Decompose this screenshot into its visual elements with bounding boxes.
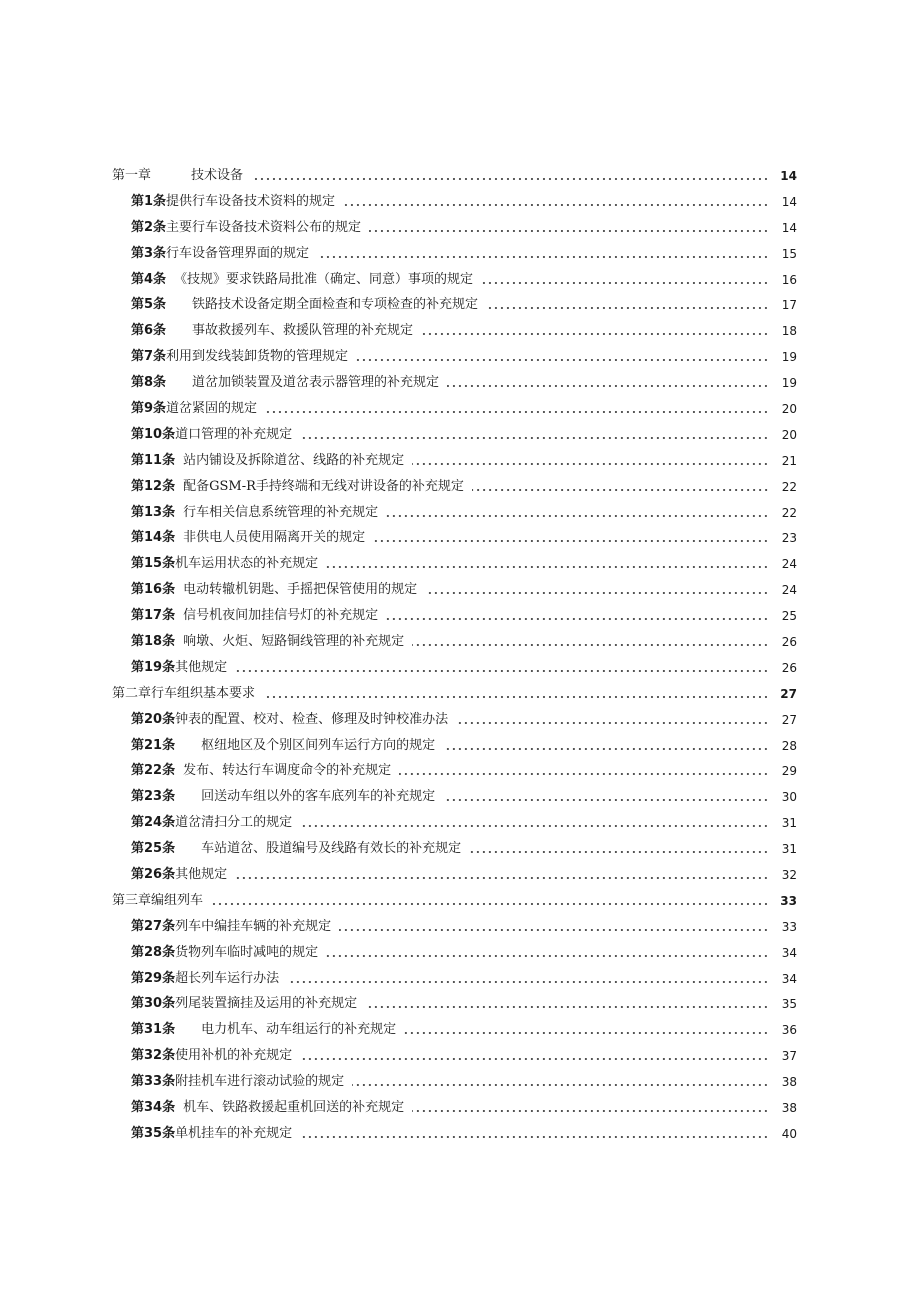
dot-leader bbox=[343, 204, 769, 206]
toc-entry-number: 第17条 bbox=[131, 608, 176, 624]
toc-entry-title bbox=[131, 349, 352, 365]
toc-page-number: 36 bbox=[781, 1023, 797, 1038]
toc-page-number: 24 bbox=[781, 583, 797, 598]
toc-entry-title bbox=[131, 582, 421, 598]
toc-entry-number: 第一章 bbox=[112, 167, 152, 183]
dot-leader bbox=[251, 178, 769, 180]
dot-leader bbox=[412, 463, 769, 465]
toc-article-entry[interactable] bbox=[0, 396, 920, 422]
toc-entry-label: 道岔清扫分工的规定 bbox=[175, 815, 293, 831]
toc-entry-title bbox=[131, 919, 335, 935]
dot-leader bbox=[472, 489, 769, 491]
toc-entry-title bbox=[131, 971, 283, 987]
dot-leader bbox=[399, 773, 769, 775]
toc-chapter-entry[interactable] bbox=[0, 681, 920, 707]
toc-page-number: 19 bbox=[781, 350, 797, 365]
dot-leader bbox=[211, 903, 769, 905]
toc-entry-number: 第14条 bbox=[131, 530, 176, 546]
toc-entry-title bbox=[112, 893, 207, 909]
dot-leader bbox=[326, 955, 769, 957]
toc-entry-title bbox=[131, 945, 322, 961]
toc-article-entry[interactable] bbox=[0, 810, 920, 836]
toc-entry-title bbox=[131, 738, 439, 754]
toc-entry-label: 行车组织基本要求 bbox=[151, 685, 256, 701]
toc-entry-title bbox=[131, 297, 482, 313]
toc-entry-number: 第4条 bbox=[131, 271, 167, 287]
toc-entry-number: 第27条 bbox=[131, 918, 176, 934]
toc-entry-title bbox=[131, 660, 231, 676]
toc-entry-title bbox=[131, 815, 296, 831]
toc-entry-number: 第8条 bbox=[131, 375, 167, 391]
toc-entry-title bbox=[131, 1074, 348, 1090]
toc-article-entry[interactable] bbox=[0, 758, 920, 784]
dot-leader bbox=[300, 1058, 769, 1060]
toc-page-number: 14 bbox=[781, 220, 797, 235]
toc-entry-number: 第2条 bbox=[131, 219, 167, 235]
toc-page-number: 38 bbox=[781, 1101, 797, 1115]
toc-entry-title bbox=[131, 712, 452, 728]
toc-entry-number: 第1条 bbox=[131, 193, 167, 209]
toc-page-number: 18 bbox=[781, 324, 797, 339]
toc-article-entry[interactable] bbox=[0, 292, 920, 318]
toc-page-number: 31 bbox=[781, 842, 797, 857]
toc-article-entry[interactable] bbox=[0, 241, 920, 267]
toc-article-entry[interactable] bbox=[0, 267, 920, 293]
toc-chapter-entry[interactable] bbox=[0, 163, 920, 189]
toc-entry-label: 《技规》要求铁路局批准（确定、同意）事项的规定 bbox=[174, 271, 474, 287]
toc-entry-label: 机车、铁路救援起重机回送的补充规定 bbox=[183, 1100, 405, 1115]
toc-article-entry[interactable] bbox=[0, 1095, 920, 1121]
dot-leader bbox=[456, 722, 769, 724]
toc-page-number: 15 bbox=[781, 246, 797, 261]
toc-entry-title bbox=[131, 479, 468, 495]
toc-entry-label: 道口管理的补充规定 bbox=[175, 426, 293, 442]
dot-leader bbox=[326, 566, 769, 568]
toc-entry-title bbox=[131, 220, 365, 236]
toc-entry-title bbox=[131, 841, 465, 857]
toc-article-entry[interactable] bbox=[0, 189, 920, 215]
toc-entry-number: 第30条 bbox=[131, 996, 176, 1012]
toc-article-entry[interactable] bbox=[0, 1017, 920, 1043]
toc-entry-title bbox=[131, 996, 361, 1012]
dot-leader bbox=[386, 618, 769, 620]
dot-leader bbox=[443, 748, 769, 750]
dot-leader bbox=[412, 1110, 769, 1112]
dot-leader bbox=[235, 877, 769, 879]
toc-entry-number: 第13条 bbox=[131, 504, 176, 520]
toc-entry-number: 第5条 bbox=[131, 297, 167, 313]
dot-leader bbox=[365, 1006, 769, 1008]
toc-entry-label: 机车运用状态的补充规定 bbox=[175, 556, 319, 572]
toc-article-entry[interactable] bbox=[0, 318, 920, 344]
toc-article-entry[interactable] bbox=[0, 862, 920, 888]
toc-article-entry[interactable] bbox=[0, 784, 920, 810]
toc-entry-number: 第6条 bbox=[131, 323, 167, 339]
toc-entry-title bbox=[131, 556, 322, 572]
toc-entry-number: 第三章 bbox=[112, 892, 152, 908]
toc-entry-label: 超长列车运行办法 bbox=[175, 970, 280, 986]
toc-entry-label: 电动转辙机钥匙、手摇把保管使用的规定 bbox=[183, 582, 418, 598]
toc-entry-number: 第28条 bbox=[131, 944, 176, 960]
toc-entry-title bbox=[131, 867, 231, 883]
toc-page-number: 22 bbox=[781, 505, 797, 520]
toc-article-entry[interactable] bbox=[0, 733, 920, 759]
toc-entry-number: 第20条 bbox=[131, 711, 176, 727]
toc-page-number: 22 bbox=[781, 479, 797, 494]
dot-leader bbox=[386, 515, 769, 517]
dot-leader bbox=[469, 851, 769, 853]
toc-entry-label: 列尾装置摘挂及运用的补充规定 bbox=[175, 996, 358, 1012]
toc-page-number: 17 bbox=[781, 298, 797, 313]
toc-entry-title bbox=[131, 608, 382, 624]
toc-page-number: 34 bbox=[781, 971, 797, 986]
toc-page-number: 27 bbox=[780, 686, 797, 701]
dot-leader bbox=[373, 540, 769, 542]
toc-entry-title bbox=[131, 1048, 296, 1064]
dot-leader bbox=[425, 592, 769, 594]
toc-page-number: 20 bbox=[781, 427, 797, 442]
toc-entry-number: 第7条 bbox=[131, 349, 167, 365]
toc-entry-title bbox=[131, 1022, 400, 1038]
dot-leader bbox=[369, 230, 769, 232]
toc-entry-label: 主要行车设备技术资料公布的规定 bbox=[166, 219, 362, 235]
toc-entry-number: 第12条 bbox=[131, 478, 176, 494]
toc-entry-title bbox=[131, 401, 261, 417]
dot-leader bbox=[421, 333, 769, 335]
toc-entry-label: 非供电人员使用隔离开关的规定 bbox=[183, 530, 366, 546]
toc-entry-label: 技术设备 bbox=[191, 167, 244, 183]
toc-entry-title bbox=[131, 530, 369, 546]
toc-article-entry[interactable] bbox=[0, 215, 920, 241]
toc-entry-label: 配备GSM-R手持终端和无线对讲设备的补充规定 bbox=[183, 478, 464, 494]
toc-entry-number: 第35条 bbox=[131, 1125, 176, 1141]
toc-entry-title bbox=[131, 427, 296, 443]
toc-entry-label: 铁路技术设备定期全面检查和专项检查的补充规定 bbox=[192, 297, 479, 313]
toc-entry-label: 电力机车、动车组运行的补充规定 bbox=[201, 1022, 397, 1038]
toc-entry-label: 列车中编挂车辆的补充规定 bbox=[175, 918, 332, 934]
toc-article-entry[interactable] bbox=[0, 1069, 920, 1095]
toc-entry-number: 第31条 bbox=[131, 1022, 176, 1038]
toc-entry-label: 事故救援列车、救援队管理的补充规定 bbox=[192, 323, 414, 339]
toc-article-entry[interactable] bbox=[0, 940, 920, 966]
toc-entry-label: 车站道岔、股道编号及线路有效长的补充规定 bbox=[201, 841, 462, 857]
toc-page-number: 25 bbox=[781, 609, 797, 624]
toc-article-entry[interactable] bbox=[0, 448, 920, 474]
toc-entry-number: 第32条 bbox=[131, 1048, 176, 1064]
toc-page-number: 14 bbox=[781, 194, 797, 209]
toc-entry-title bbox=[131, 246, 313, 262]
toc-article-entry[interactable] bbox=[0, 629, 920, 655]
toc-article-entry[interactable] bbox=[0, 474, 920, 500]
toc-page-number: 20 bbox=[781, 401, 797, 416]
toc-article-entry[interactable] bbox=[0, 836, 920, 862]
toc-page-number: 31 bbox=[781, 816, 797, 831]
toc-entry-title bbox=[131, 1126, 296, 1142]
toc-page-number: 32 bbox=[781, 867, 797, 882]
toc-entry-number: 第21条 bbox=[131, 737, 176, 753]
toc-page-number: 40 bbox=[781, 1126, 797, 1141]
toc-entry-title bbox=[131, 1100, 408, 1116]
toc-entry-title bbox=[131, 375, 443, 391]
toc-article-entry[interactable] bbox=[0, 707, 920, 733]
toc-entry-label: 站内铺设及拆除道岔、线路的补充规定 bbox=[183, 452, 405, 468]
dot-leader bbox=[404, 1032, 769, 1034]
toc-entry-label: 提供行车设备技术资料的规定 bbox=[166, 193, 336, 209]
dot-leader bbox=[486, 307, 769, 309]
dot-leader bbox=[352, 1084, 769, 1086]
toc-entry-label: 利用到发线装卸货物的管理规定 bbox=[166, 349, 349, 365]
toc-page-number: 26 bbox=[781, 660, 797, 675]
toc-entry-title bbox=[112, 168, 247, 184]
toc-page-number: 34 bbox=[781, 945, 797, 960]
toc-article-entry[interactable] bbox=[0, 1043, 920, 1069]
toc-entry-number: 第34条 bbox=[131, 1100, 176, 1115]
toc-page-number: 16 bbox=[781, 272, 797, 287]
dot-leader bbox=[481, 282, 769, 284]
toc-article-entry[interactable] bbox=[0, 370, 920, 396]
toc-entry-number: 第25条 bbox=[131, 841, 176, 857]
toc-entry-title bbox=[131, 505, 382, 521]
toc-page-number: 38 bbox=[781, 1075, 797, 1090]
dot-leader bbox=[447, 385, 769, 387]
toc-entry-title bbox=[131, 789, 439, 805]
toc-article-entry[interactable] bbox=[0, 577, 920, 603]
dot-leader bbox=[263, 696, 769, 698]
toc-entry-label: 回送动车组以外的客车底列车的补充规定 bbox=[201, 789, 436, 805]
dot-leader bbox=[339, 929, 769, 931]
toc-article-entry[interactable] bbox=[0, 525, 920, 551]
toc-article-entry[interactable] bbox=[0, 914, 920, 940]
dot-leader bbox=[443, 799, 769, 801]
toc-page-number: 24 bbox=[781, 557, 797, 572]
toc-article-entry[interactable] bbox=[0, 344, 920, 370]
toc-page-number: 30 bbox=[781, 790, 797, 805]
toc-article-entry[interactable] bbox=[0, 603, 920, 629]
toc-entry-title bbox=[131, 453, 408, 469]
toc-entry-title bbox=[131, 763, 395, 779]
toc-article-entry[interactable] bbox=[0, 500, 920, 526]
toc-entry-number: 第26条 bbox=[131, 866, 176, 882]
toc-entry-label: 附挂机车进行滚动试验的规定 bbox=[175, 1074, 345, 1090]
dot-leader bbox=[317, 256, 769, 258]
toc-entry-number: 第二章 bbox=[112, 685, 152, 701]
toc-page-number: 21 bbox=[781, 453, 797, 468]
toc-entry-title bbox=[131, 634, 408, 650]
dot-leader bbox=[235, 670, 769, 672]
toc-entry-label: 道岔紧固的规定 bbox=[166, 400, 258, 416]
toc-page-number: 35 bbox=[781, 997, 797, 1012]
toc-article-entry[interactable] bbox=[0, 655, 920, 681]
toc-article-entry[interactable] bbox=[0, 551, 920, 577]
toc-entry-label: 单机挂车的补充规定 bbox=[175, 1125, 293, 1141]
toc-entry-number: 第22条 bbox=[131, 763, 176, 779]
toc-page-number: 28 bbox=[781, 738, 797, 753]
toc-entry-number: 第16条 bbox=[131, 582, 176, 598]
toc-page-number: 29 bbox=[781, 764, 797, 779]
toc-entry-label: 道岔加锁装置及道岔表示器管理的补充规定 bbox=[192, 375, 440, 391]
toc-article-entry[interactable] bbox=[0, 966, 920, 992]
toc-entry-label: 行车设备管理界面的规定 bbox=[166, 245, 310, 261]
dot-leader bbox=[300, 437, 769, 439]
dot-leader bbox=[300, 825, 769, 827]
toc-page-number: 33 bbox=[781, 919, 797, 934]
toc-entry-label: 枢纽地区及个别区间列车运行方向的规定 bbox=[201, 737, 436, 753]
dot-leader bbox=[300, 1136, 769, 1138]
toc-entry-number: 第3条 bbox=[131, 245, 167, 261]
toc-entry-label: 编组列车 bbox=[151, 892, 204, 908]
toc-entry-label: 钟表的配置、校对、检查、修理及时钟校准办法 bbox=[175, 711, 449, 727]
toc-entry-title bbox=[131, 194, 339, 210]
toc-entry-label: 响墩、火炬、短路铜线管理的补充规定 bbox=[183, 633, 405, 649]
toc-entry-title bbox=[131, 323, 417, 339]
dot-leader bbox=[356, 359, 769, 361]
toc-page-number: 33 bbox=[780, 893, 797, 908]
toc-chapter-entry[interactable] bbox=[0, 888, 920, 914]
toc-entry-label: 使用补机的补充规定 bbox=[175, 1048, 293, 1064]
toc-page-number: 19 bbox=[781, 376, 797, 391]
toc-entry-label: 其他规定 bbox=[175, 659, 228, 675]
toc-entry-number: 第19条 bbox=[131, 659, 176, 675]
toc-entry-title bbox=[131, 272, 477, 288]
toc-entry-label: 其他规定 bbox=[175, 866, 228, 882]
toc-entry-number: 第23条 bbox=[131, 789, 176, 805]
toc-entry-number: 第29条 bbox=[131, 970, 176, 986]
toc-entry-label: 货物列车临时减吨的规定 bbox=[175, 944, 319, 960]
dot-leader bbox=[265, 411, 769, 413]
toc-article-entry[interactable] bbox=[0, 992, 920, 1018]
dot-leader bbox=[287, 981, 769, 983]
toc-page-number: 26 bbox=[781, 634, 797, 649]
toc-page-number: 27 bbox=[781, 712, 797, 727]
toc-entry-title bbox=[112, 686, 259, 702]
dot-leader bbox=[412, 644, 769, 646]
table-of-contents bbox=[0, 163, 920, 1147]
toc-entry-label: 发布、转达行车调度命令的补充规定 bbox=[183, 763, 392, 779]
toc-article-entry[interactable] bbox=[0, 1121, 920, 1147]
toc-entry-number: 第33条 bbox=[131, 1074, 176, 1090]
toc-page-number: 37 bbox=[781, 1049, 797, 1064]
toc-entry-number: 第10条 bbox=[131, 426, 176, 442]
toc-page-number: 14 bbox=[780, 168, 797, 183]
toc-entry-number: 第15条 bbox=[131, 556, 176, 572]
toc-entry-number: 第24条 bbox=[131, 815, 176, 831]
toc-entry-number: 第9条 bbox=[131, 400, 167, 416]
toc-page-number: 23 bbox=[781, 531, 797, 546]
toc-entry-number: 第11条 bbox=[131, 452, 176, 468]
toc-entry-label: 信号机夜间加挂信号灯的补充规定 bbox=[183, 608, 379, 624]
toc-article-entry[interactable] bbox=[0, 422, 920, 448]
toc-entry-number: 第18条 bbox=[131, 633, 176, 649]
toc-entry-label: 行车相关信息系统管理的补充规定 bbox=[183, 504, 379, 520]
